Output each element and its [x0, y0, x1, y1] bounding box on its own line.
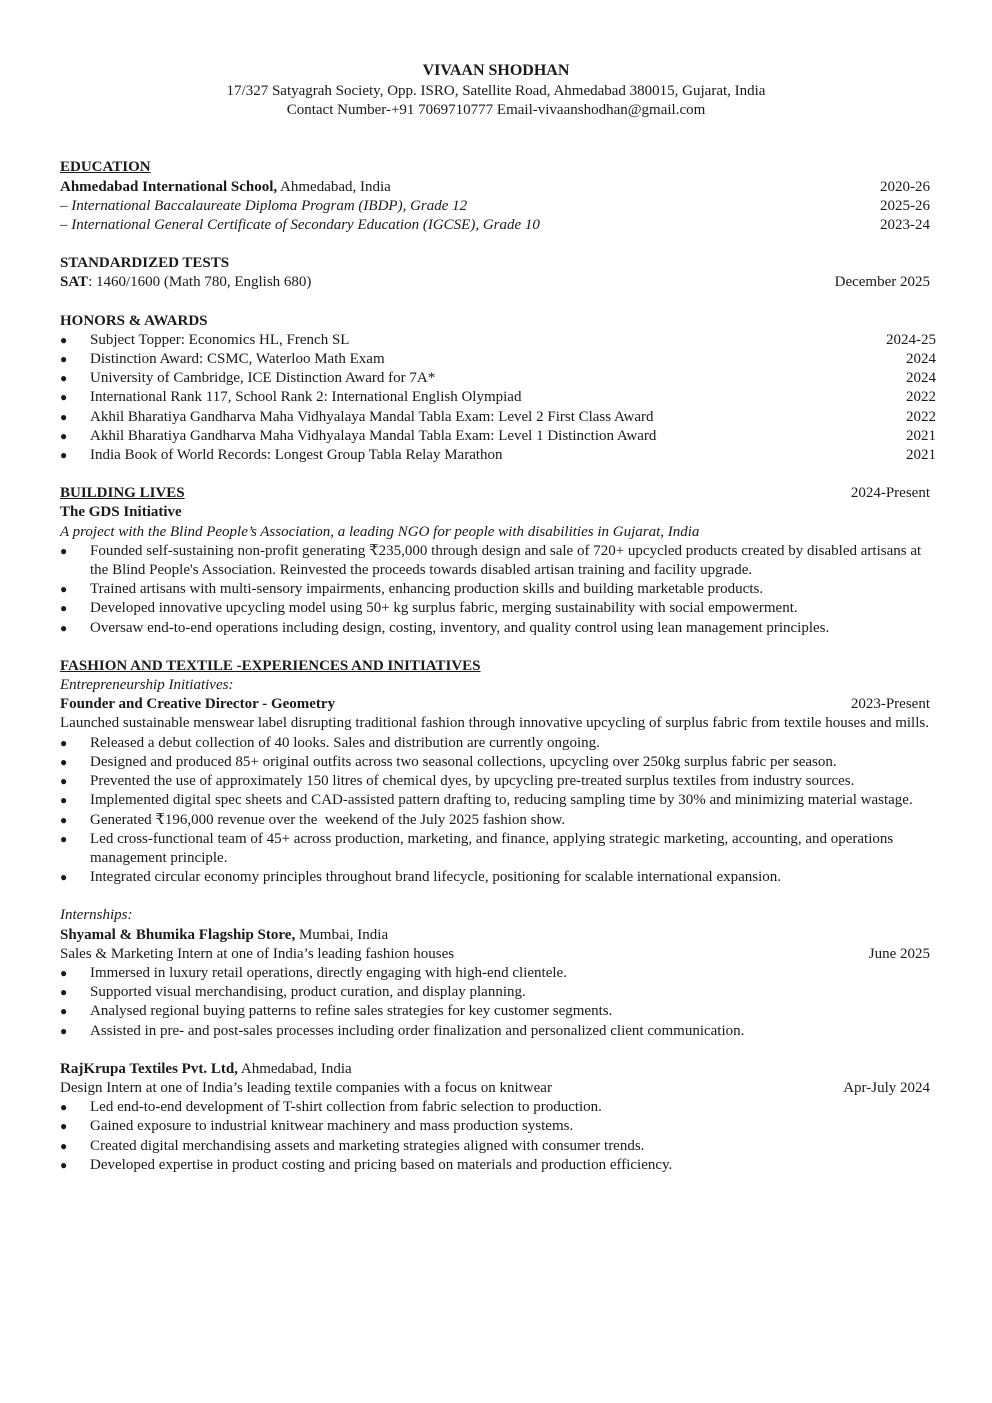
honor-text: India Book of World Records: Longest Group Tabla Relay Marathon [90, 447, 503, 464]
honor-item [60, 369, 936, 388]
honor-year: 2024-25 [886, 331, 936, 348]
sat-date: December 2025 [834, 274, 930, 291]
bullet-icon: ● [60, 870, 68, 885]
bullet-icon: ● [60, 735, 68, 750]
bullet-icon: ● [60, 543, 68, 558]
list-item [60, 580, 932, 599]
list-item-text: Assisted in pre- and post-sales processes including order finalization and personalized client communication. [90, 1022, 745, 1039]
list-item-text: Designed and produced 85+ original outfits across two seasonal collections, upcycling over 250kg surplus fabric per season. [90, 753, 837, 770]
honors-list [60, 331, 936, 465]
internship-list [60, 964, 932, 1041]
bullet-icon: ● [60, 448, 68, 463]
program-text: – International General Certificate of Secondary Education (IGCSE), Grade 10 [60, 217, 540, 234]
company-name: RajKrupa Textiles Pvt. Ltd, [60, 1060, 238, 1077]
list-item-text: Immersed in luxury retail operations, directly engaging with high-end clientele. [90, 964, 567, 981]
bullet-icon: ● [60, 352, 68, 367]
list-item-text: Developed innovative upcycling model using 50+ kg surplus fabric, merging sustainability with social empowerment. [90, 600, 798, 617]
list-item [60, 753, 932, 772]
honor-year: 2022 [906, 389, 936, 406]
bullet-icon: ● [60, 1023, 68, 1038]
list-item-text: Created digital merchandising assets and marketing strategies aligned with consumer trends. [90, 1137, 645, 1154]
school-location: Ahmedabad, India [277, 178, 391, 195]
list-item [60, 964, 932, 983]
list-item-text: Implemented digital spec sheets and CAD-assisted pattern drafting to, reducing sampling time by 30% and minimizing material wastage. [90, 792, 913, 809]
bullet-icon: ● [60, 812, 68, 827]
internship-company-line [60, 1060, 932, 1079]
fashion-heading: FASHION AND TEXTILE -EXPERIENCES AND INITIATIVES [60, 657, 481, 674]
program-text: – International Baccalaureate Diploma Program (IBDP), Grade 12 [60, 197, 468, 214]
list-item-text: Founded self-sustaining non-profit generating ₹235,000 through design and sale of 720+ upcycled products created by disabled artisans at the Blind People's Association. Reinvested the proceeds towards disabled artisan training and facility upgrade. [90, 542, 922, 579]
bullet-icon: ● [60, 1157, 68, 1172]
honor-item [60, 408, 936, 427]
list-item [60, 1002, 932, 1021]
list-item [60, 811, 932, 830]
list-item [60, 542, 932, 580]
list-item [60, 619, 932, 638]
list-item [60, 599, 932, 618]
honor-text: Akhil Bharatiya Gandharva Maha Vidhyalaya Mandal Tabla Exam: Level 2 First Class Award [90, 408, 654, 425]
entrepreneurship-label: Entrepreneurship Initiatives: [60, 677, 234, 694]
founder-row [60, 695, 932, 714]
contact-line: Contact Number-+91 7069710777 Email-vivaanshodhan@gmail.com [286, 102, 706, 119]
list-item-text: Trained artisans with multi-sensory impairments, enhancing production skills and building marketable products. [90, 581, 764, 598]
internships-label: Internships: [60, 907, 133, 924]
building-lives-heading: BUILDING LIVES [60, 485, 185, 502]
sat-label: SAT [60, 274, 89, 291]
list-item [60, 1156, 932, 1175]
honor-year: 2021 [906, 447, 936, 464]
bullet-icon: ● [60, 965, 68, 980]
resume-body [60, 60, 936, 1175]
program-dates: 2025-26 [880, 197, 930, 214]
bullet-icon: ● [60, 1004, 68, 1019]
list-item [60, 791, 932, 810]
education-school-row [60, 178, 932, 197]
list-item-text: Prevented the use of approximately 150 litres of chemical dyes, by upcycling pre-treated surplus textiles from industry sources. [90, 773, 855, 790]
building-lives-dates: 2024-Present [850, 485, 930, 502]
list-item [60, 868, 932, 887]
founder-title: Founder and Creative Director - Geometry [60, 696, 336, 713]
bullet-icon: ● [60, 428, 68, 443]
education-heading: EDUCATION [60, 159, 151, 176]
internship-role-row [60, 1079, 932, 1098]
education-program-row [60, 216, 932, 235]
honor-text: International Rank 117, School Rank 2: International English Olympiad [90, 389, 522, 406]
resume-header [60, 60, 932, 120]
sat-row [60, 273, 932, 292]
list-item-text: Led end-to-end development of T-shirt collection from fabric selection to production. [90, 1099, 602, 1116]
list-item [60, 772, 932, 791]
internship-role-row [60, 945, 932, 964]
list-item-text: Oversaw end-to-end operations including design, costing, inventory, and quality control using lean management principles. [90, 619, 830, 636]
list-item-text: Released a debut collection of 40 looks. Sales and distribution are currently ongoing. [90, 734, 600, 751]
list-item [60, 1098, 932, 1117]
list-item-text: Led cross-functional team of 45+ across production, marketing, and finance, applying strategic marketing, accounting, and operations management principle. [90, 830, 894, 866]
internship-dates: June 2025 [868, 945, 930, 962]
internship-dates: Apr-July 2024 [843, 1079, 930, 1096]
internship-role: Sales & Marketing Intern at one of India’s leading fashion houses [60, 945, 455, 962]
bullet-icon: ● [60, 774, 68, 789]
bullet-icon: ● [60, 1100, 68, 1115]
company-location: Mumbai, India [295, 926, 389, 943]
bullet-icon: ● [60, 831, 68, 846]
program-dates: 2023-24 [880, 217, 930, 234]
school-dates: 2020-26 [880, 178, 930, 195]
bullet-icon: ● [60, 1119, 68, 1134]
initiative-title: The GDS Initiative [60, 504, 182, 521]
list-item-text: Developed expertise in product costing and pricing based on materials and production efficiency. [90, 1156, 673, 1173]
initiative-subtitle: A project with the Blind People’s Association, a leading NGO for people with disabilities in Gujarat, India [60, 523, 700, 540]
candidate-name: VIVAAN SHODHAN [422, 62, 570, 79]
honor-item [60, 446, 936, 465]
honor-text: University of Cambridge, ICE Distinction Award for 7A* [90, 370, 436, 387]
founder-list [60, 734, 932, 888]
internship-role: Design Intern at one of India’s leading textile companies with a focus on knitwear [60, 1079, 552, 1096]
list-item [60, 734, 932, 753]
bullet-icon: ● [60, 409, 68, 424]
bullet-icon: ● [60, 332, 68, 347]
sat-score: : 1460/1600 (Math 780, English 680) [88, 274, 312, 291]
honor-item [60, 350, 936, 369]
bullet-icon: ● [60, 601, 68, 616]
list-item [60, 1022, 932, 1041]
honor-text: Distinction Award: CSMC, Waterloo Math Exam [90, 351, 385, 368]
honor-year: 2024 [906, 351, 936, 368]
bullet-icon: ● [60, 985, 68, 1000]
honor-item [60, 388, 936, 407]
bullet-icon: ● [60, 620, 68, 635]
honors-heading: HONORS & AWARDS [60, 312, 208, 329]
bullet-icon: ● [60, 371, 68, 386]
list-item-text: Supported visual merchandising, product curation, and display planning. [90, 984, 526, 1001]
founder-description: Launched sustainable menswear label disrupting traditional fashion through innovative upcycling of surplus fabric from textile houses and mills. [60, 715, 929, 732]
company-location: Ahmedabad, India [237, 1060, 352, 1077]
building-lives-list [60, 542, 932, 638]
honor-item [60, 427, 936, 446]
bullet-icon: ● [60, 793, 68, 808]
bullet-icon: ● [60, 1138, 68, 1153]
list-item-text: Analysed regional buying patterns to refine sales strategies for key customer segments. [90, 1003, 613, 1020]
internship-list [60, 1098, 932, 1175]
address: 17/327 Satyagrah Society, Opp. ISRO, Satellite Road, Ahmedabad 380015, Gujarat, India [226, 83, 766, 99]
list-item [60, 830, 932, 868]
honor-item [60, 331, 936, 350]
tests-heading: STANDARDIZED TESTS [60, 255, 230, 272]
bullet-icon: ● [60, 582, 68, 597]
founder-dates: 2023-Present [850, 696, 930, 713]
list-item [60, 1117, 932, 1136]
bullet-icon: ● [60, 754, 68, 769]
honor-year: 2021 [906, 427, 936, 444]
company-name: Shyamal & Bhumika Flagship Store, [60, 926, 296, 943]
honor-year: 2022 [906, 408, 936, 425]
list-item-text: Integrated circular economy principles throughout brand lifecycle, positioning for scalable international expansion. [90, 869, 782, 886]
education-program-row [60, 197, 932, 216]
list-item-text: Gained exposure to industrial knitwear machinery and mass production systems. [90, 1118, 574, 1135]
school-name: Ahmedabad International School, [60, 178, 278, 195]
honor-text: Subject Topper: Economics HL, French SL [90, 331, 350, 348]
list-item [60, 983, 932, 1002]
building-lives-row [60, 484, 932, 503]
list-item-text: Generated ₹196,000 revenue over the weekend of the July 2025 fashion show. [90, 811, 566, 828]
honor-year: 2024 [906, 370, 936, 387]
internship-company-line [60, 926, 932, 945]
honor-text: Akhil Bharatiya Gandharva Maha Vidhyalaya Mandal Tabla Exam: Level 1 Distinction Award [90, 427, 657, 444]
bullet-icon: ● [60, 390, 68, 405]
list-item [60, 1137, 932, 1156]
